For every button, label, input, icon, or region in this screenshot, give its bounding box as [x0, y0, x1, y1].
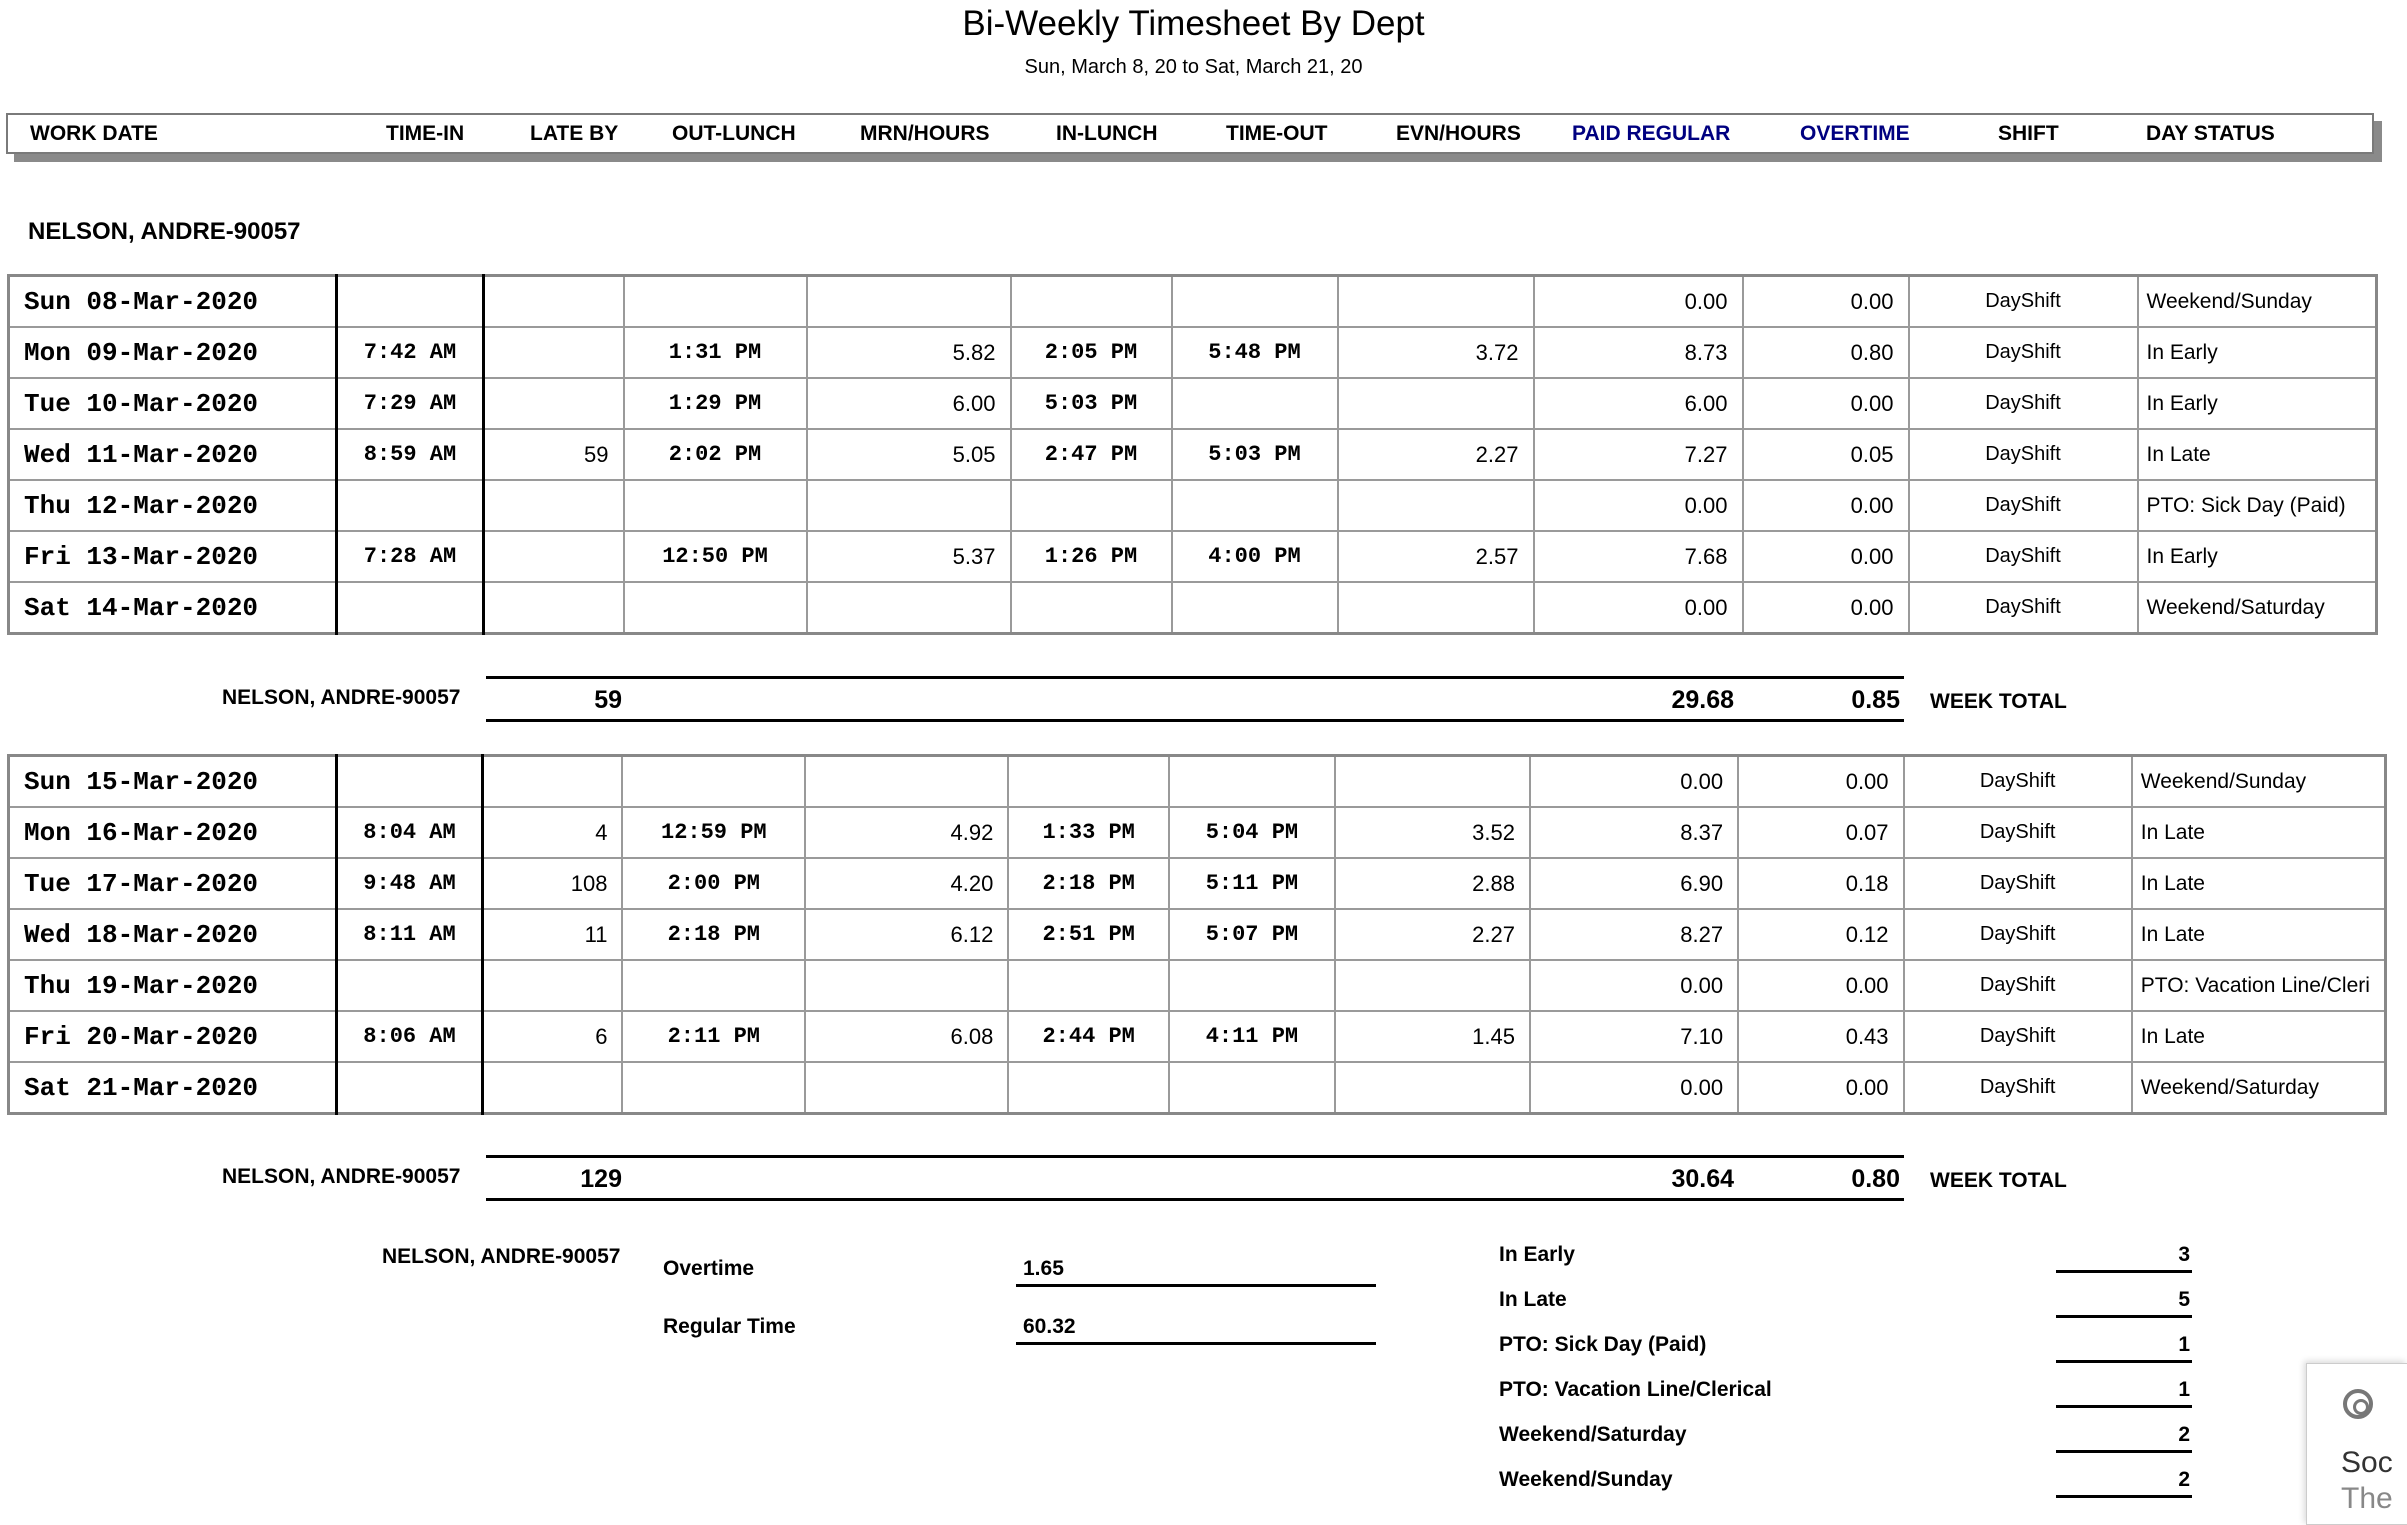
cell-shift: DayShift [1909, 582, 2138, 634]
cell-in-lunch: 5:03 PM [1011, 378, 1172, 429]
cell-in-lunch: 2:05 PM [1011, 327, 1172, 378]
header-shift: SHIFT [1998, 122, 2059, 145]
cell-day-status: In Early [2138, 531, 2377, 582]
cell-work-date: Thu 19-Mar-2020 [9, 960, 337, 1011]
cell-in-lunch [1011, 276, 1172, 328]
cell-evn-hours: 2.27 [1338, 429, 1534, 480]
cell-out-lunch: 2:02 PM [624, 429, 807, 480]
cell-day-status: In Late [2132, 909, 2386, 960]
cell-out-lunch: 2:11 PM [622, 1011, 805, 1062]
table-row [9, 480, 2377, 531]
status-count-value: 2 [2178, 1468, 2190, 1491]
header-mrn-hours: MRN/HOURS [860, 122, 990, 145]
cell-late-by [484, 327, 624, 378]
cell-evn-hours [1338, 480, 1534, 531]
header-late-by: LATE BY [530, 122, 619, 145]
cell-mrn-hours [805, 1062, 1008, 1114]
cell-paid-regular: 0.00 [1534, 582, 1743, 634]
cell-overtime: 0.00 [1743, 531, 1909, 582]
cell-time-out: 5:48 PM [1172, 327, 1338, 378]
table-row [9, 756, 2386, 808]
header-evn-hours: EVN/HOURS [1396, 122, 1521, 145]
status-count-value: 1 [2178, 1333, 2190, 1356]
date-range-subtitle: Sun, March 8, 20 to Sat, March 21, 20 [1024, 56, 1363, 78]
cell-out-lunch [622, 1062, 805, 1114]
cell-in-lunch [1008, 1062, 1169, 1114]
header-in-lunch: IN-LUNCH [1056, 122, 1158, 145]
week-1-total-late: 59 [594, 686, 622, 714]
cell-mrn-hours [805, 960, 1008, 1011]
cell-overtime: 0.00 [1738, 1062, 1903, 1114]
status-count-label: Weekend/Sunday [1499, 1468, 1673, 1491]
cell-day-status: PTO: Vacation Line/Cleri [2132, 960, 2386, 1011]
cell-time-in [337, 582, 484, 634]
cell-mrn-hours: 6.00 [807, 378, 1011, 429]
table-row [9, 276, 2377, 328]
cell-paid-regular: 6.90 [1530, 858, 1738, 909]
cell-day-status: Weekend/Saturday [2138, 582, 2377, 634]
cell-time-out [1172, 480, 1338, 531]
summary-overtime-rule [1016, 1284, 1376, 1287]
table-row [9, 807, 2386, 858]
cell-overtime: 0.00 [1743, 378, 1909, 429]
popup-body-text: The [2341, 1482, 2393, 1515]
week-2-total-paid: 30.64 [1671, 1165, 1734, 1193]
cell-day-status: In Early [2138, 378, 2377, 429]
cell-late-by [484, 378, 624, 429]
cell-paid-regular: 8.37 [1530, 807, 1738, 858]
cell-evn-hours: 2.57 [1338, 531, 1534, 582]
cell-shift: DayShift [1909, 480, 2138, 531]
cell-work-date: Tue 10-Mar-2020 [9, 378, 337, 429]
cell-work-date: Sun 08-Mar-2020 [9, 276, 337, 328]
cell-work-date: Sat 21-Mar-2020 [9, 1062, 337, 1114]
cell-in-lunch: 2:47 PM [1011, 429, 1172, 480]
cell-mrn-hours: 4.20 [805, 858, 1008, 909]
header-overtime: OVERTIME [1800, 122, 1910, 145]
week-2-table [7, 754, 2387, 1115]
cell-paid-regular: 0.00 [1530, 756, 1738, 808]
cell-in-lunch [1011, 582, 1172, 634]
cell-overtime: 0.05 [1743, 429, 1909, 480]
cell-mrn-hours [805, 756, 1008, 808]
cell-overtime: 0.12 [1738, 909, 1903, 960]
popup-title-text: Soc [2341, 1446, 2393, 1479]
cell-late-by [484, 480, 624, 531]
status-count-value: 2 [2178, 1423, 2190, 1446]
cell-paid-regular: 0.00 [1534, 480, 1743, 531]
cell-evn-hours [1335, 960, 1530, 1011]
status-count-rule [2056, 1450, 2192, 1453]
cell-in-lunch: 1:33 PM [1008, 807, 1169, 858]
cell-overtime: 0.18 [1738, 858, 1903, 909]
week-2-total-top-rule [486, 1155, 1904, 1158]
cell-work-date: Sat 14-Mar-2020 [9, 582, 337, 634]
cell-paid-regular: 8.73 [1534, 327, 1743, 378]
cell-time-in [336, 960, 483, 1011]
cell-in-lunch: 2:44 PM [1008, 1011, 1169, 1062]
cell-work-date: Thu 12-Mar-2020 [9, 480, 337, 531]
cell-shift: DayShift [1909, 429, 2138, 480]
header-work-date: WORK DATE [30, 122, 158, 145]
cell-paid-regular: 8.27 [1530, 909, 1738, 960]
browser-notification-popup[interactable] [2306, 1363, 2407, 1525]
cell-shift: DayShift [1909, 327, 2138, 378]
cell-day-status: Weekend/Saturday [2132, 1062, 2386, 1114]
cell-out-lunch: 12:59 PM [622, 807, 805, 858]
cell-late-by [484, 582, 624, 634]
week-1-total-label: WEEK TOTAL [1930, 690, 2067, 713]
cell-out-lunch [624, 582, 807, 634]
cell-paid-regular: 0.00 [1530, 960, 1738, 1011]
cell-day-status: In Early [2138, 327, 2377, 378]
cell-paid-regular: 7.27 [1534, 429, 1743, 480]
cell-time-out [1169, 756, 1335, 808]
table-row [9, 858, 2386, 909]
cell-paid-regular: 7.68 [1534, 531, 1743, 582]
cell-overtime: 0.80 [1743, 327, 1909, 378]
cell-day-status: PTO: Sick Day (Paid) [2138, 480, 2377, 531]
cell-in-lunch: 2:51 PM [1008, 909, 1169, 960]
cell-shift: DayShift [1904, 756, 2132, 808]
status-count-label: In Late [1499, 1288, 1567, 1311]
cell-mrn-hours: 5.05 [807, 429, 1011, 480]
cell-day-status: In Late [2132, 1011, 2386, 1062]
cell-time-in: 8:59 AM [337, 429, 484, 480]
cell-evn-hours [1335, 756, 1530, 808]
cell-late-by: 108 [483, 858, 623, 909]
cell-shift: DayShift [1904, 1011, 2132, 1062]
week-1-table [7, 274, 2378, 635]
week-2-total-late: 129 [580, 1165, 622, 1193]
cell-in-lunch: 1:26 PM [1011, 531, 1172, 582]
cell-time-out: 4:00 PM [1172, 531, 1338, 582]
cell-mrn-hours: 6.08 [805, 1011, 1008, 1062]
summary-overtime-label: Overtime [663, 1257, 755, 1280]
cell-overtime: 0.00 [1743, 582, 1909, 634]
cell-overtime: 0.43 [1738, 1011, 1903, 1062]
status-count-label: In Early [1499, 1243, 1575, 1266]
cell-late-by: 6 [483, 1011, 623, 1062]
cell-day-status: Weekend/Sunday [2138, 276, 2377, 328]
cell-in-lunch: 2:18 PM [1008, 858, 1169, 909]
cell-time-in [337, 480, 484, 531]
header-day-status: DAY STATUS [2146, 122, 2275, 145]
week-1-total-employee: NELSON, ANDRE-90057 [222, 686, 461, 709]
cell-mrn-hours [807, 480, 1011, 531]
chrome-icon [2343, 1389, 2373, 1419]
cell-work-date: Mon 16-Mar-2020 [9, 807, 337, 858]
cell-work-date: Wed 18-Mar-2020 [9, 909, 337, 960]
cell-paid-regular: 0.00 [1530, 1062, 1738, 1114]
cell-in-lunch [1008, 756, 1169, 808]
table-row [9, 1011, 2386, 1062]
cell-time-out [1169, 1062, 1335, 1114]
cell-paid-regular: 6.00 [1534, 378, 1743, 429]
cell-mrn-hours [807, 582, 1011, 634]
cell-overtime: 0.00 [1743, 480, 1909, 531]
summary-regular-value: 60.32 [1023, 1315, 1076, 1338]
cell-mrn-hours: 5.37 [807, 531, 1011, 582]
week-1-total-bottom-rule [486, 719, 1904, 722]
cell-late-by [484, 276, 624, 328]
cell-time-in [337, 276, 484, 328]
table-row [9, 429, 2377, 480]
week-1-total-top-rule [486, 676, 1904, 679]
cell-overtime: 0.00 [1738, 960, 1903, 1011]
cell-mrn-hours: 6.12 [805, 909, 1008, 960]
cell-out-lunch [622, 756, 805, 808]
summary-regular-label: Regular Time [663, 1315, 796, 1338]
cell-shift: DayShift [1904, 807, 2132, 858]
table-row [9, 960, 2386, 1011]
cell-mrn-hours: 4.92 [805, 807, 1008, 858]
cell-out-lunch: 1:29 PM [624, 378, 807, 429]
cell-out-lunch [624, 480, 807, 531]
column-header-bar [6, 113, 2374, 154]
cell-shift: DayShift [1904, 858, 2132, 909]
cell-time-out: 5:04 PM [1169, 807, 1335, 858]
cell-work-date: Wed 11-Mar-2020 [9, 429, 337, 480]
cell-time-out: 5:03 PM [1172, 429, 1338, 480]
cell-out-lunch: 1:31 PM [624, 327, 807, 378]
cell-paid-regular: 0.00 [1534, 276, 1743, 328]
cell-evn-hours: 2.27 [1335, 909, 1530, 960]
cell-work-date: Fri 13-Mar-2020 [9, 531, 337, 582]
header-out-lunch: OUT-LUNCH [672, 122, 796, 145]
cell-time-in: 8:11 AM [336, 909, 483, 960]
cell-work-date: Tue 17-Mar-2020 [9, 858, 337, 909]
table-row [9, 531, 2377, 582]
cell-time-in: 7:42 AM [337, 327, 484, 378]
status-count-label: PTO: Vacation Line/Clerical [1499, 1378, 1772, 1401]
page-title: Bi-Weekly Timesheet By Dept [962, 4, 1425, 43]
cell-time-out: 5:11 PM [1169, 858, 1335, 909]
week-2-total-employee: NELSON, ANDRE-90057 [222, 1165, 461, 1188]
cell-late-by [483, 756, 623, 808]
cell-day-status: In Late [2138, 429, 2377, 480]
table-row [9, 378, 2377, 429]
cell-out-lunch: 12:50 PM [624, 531, 807, 582]
status-count-label: PTO: Sick Day (Paid) [1499, 1333, 1707, 1356]
cell-mrn-hours [807, 276, 1011, 328]
cell-shift: DayShift [1904, 909, 2132, 960]
cell-evn-hours: 1.45 [1335, 1011, 1530, 1062]
cell-evn-hours [1335, 1062, 1530, 1114]
status-count-rule [2056, 1360, 2192, 1363]
cell-overtime: 0.07 [1738, 807, 1903, 858]
cell-time-in [336, 1062, 483, 1114]
status-count-value: 3 [2178, 1243, 2190, 1266]
employee-name-heading: NELSON, ANDRE-90057 [28, 218, 301, 245]
cell-time-in: 9:48 AM [336, 858, 483, 909]
cell-evn-hours: 2.88 [1335, 858, 1530, 909]
cell-out-lunch [624, 276, 807, 328]
cell-out-lunch: 2:18 PM [622, 909, 805, 960]
cell-shift: DayShift [1904, 960, 2132, 1011]
cell-time-in [336, 756, 483, 808]
cell-time-out [1169, 960, 1335, 1011]
cell-time-in: 7:28 AM [337, 531, 484, 582]
cell-mrn-hours: 5.82 [807, 327, 1011, 378]
cell-evn-hours [1338, 378, 1534, 429]
cell-time-out [1172, 582, 1338, 634]
cell-day-status: In Late [2132, 858, 2386, 909]
cell-in-lunch [1011, 480, 1172, 531]
cell-work-date: Mon 09-Mar-2020 [9, 327, 337, 378]
cell-evn-hours: 3.52 [1335, 807, 1530, 858]
cell-late-by [484, 531, 624, 582]
cell-time-in: 8:06 AM [336, 1011, 483, 1062]
cell-paid-regular: 7.10 [1530, 1011, 1738, 1062]
status-count-value: 5 [2178, 1288, 2190, 1311]
cell-evn-hours: 3.72 [1338, 327, 1534, 378]
cell-time-out [1172, 378, 1338, 429]
cell-shift: DayShift [1904, 1062, 2132, 1114]
status-count-value: 1 [2178, 1378, 2190, 1401]
cell-shift: DayShift [1909, 276, 2138, 328]
table-row [9, 327, 2377, 378]
cell-time-in: 8:04 AM [336, 807, 483, 858]
cell-time-out: 5:07 PM [1169, 909, 1335, 960]
table-row [9, 582, 2377, 634]
cell-day-status: In Late [2132, 807, 2386, 858]
header-paid-regular: PAID REGULAR [1572, 122, 1731, 145]
cell-out-lunch: 2:00 PM [622, 858, 805, 909]
cell-time-out [1172, 276, 1338, 328]
cell-shift: DayShift [1909, 378, 2138, 429]
status-count-rule [2056, 1315, 2192, 1318]
cell-time-out: 4:11 PM [1169, 1011, 1335, 1062]
cell-in-lunch [1008, 960, 1169, 1011]
cell-late-by: 59 [484, 429, 624, 480]
summary-overtime-value: 1.65 [1023, 1257, 1064, 1280]
cell-work-date: Fri 20-Mar-2020 [9, 1011, 337, 1062]
cell-out-lunch [622, 960, 805, 1011]
status-count-rule [2056, 1405, 2192, 1408]
cell-shift: DayShift [1909, 531, 2138, 582]
week-2-total-overtime: 0.80 [1851, 1165, 1900, 1193]
cell-late-by: 4 [483, 807, 623, 858]
summary-regular-rule [1016, 1342, 1376, 1345]
cell-late-by: 11 [483, 909, 623, 960]
week-2-total-label: WEEK TOTAL [1930, 1169, 2067, 1192]
week-2-total-bottom-rule [486, 1198, 1904, 1201]
cell-overtime: 0.00 [1738, 756, 1903, 808]
cell-time-in: 7:29 AM [337, 378, 484, 429]
cell-evn-hours [1338, 582, 1534, 634]
status-count-rule [2056, 1270, 2192, 1273]
cell-work-date: Sun 15-Mar-2020 [9, 756, 337, 808]
cell-overtime: 0.00 [1743, 276, 1909, 328]
status-count-rule [2056, 1495, 2192, 1498]
cell-late-by [483, 960, 623, 1011]
week-1-total-paid: 29.68 [1671, 686, 1734, 714]
header-time-out: TIME-OUT [1226, 122, 1328, 145]
week-1-total-overtime: 0.85 [1851, 686, 1900, 714]
cell-day-status: Weekend/Sunday [2132, 756, 2386, 808]
summary-employee: NELSON, ANDRE-90057 [382, 1245, 621, 1268]
cell-late-by [483, 1062, 623, 1114]
cell-evn-hours [1338, 276, 1534, 328]
header-time-in: TIME-IN [386, 122, 465, 145]
table-row [9, 909, 2386, 960]
status-count-label: Weekend/Saturday [1499, 1423, 1687, 1446]
table-row [9, 1062, 2386, 1114]
